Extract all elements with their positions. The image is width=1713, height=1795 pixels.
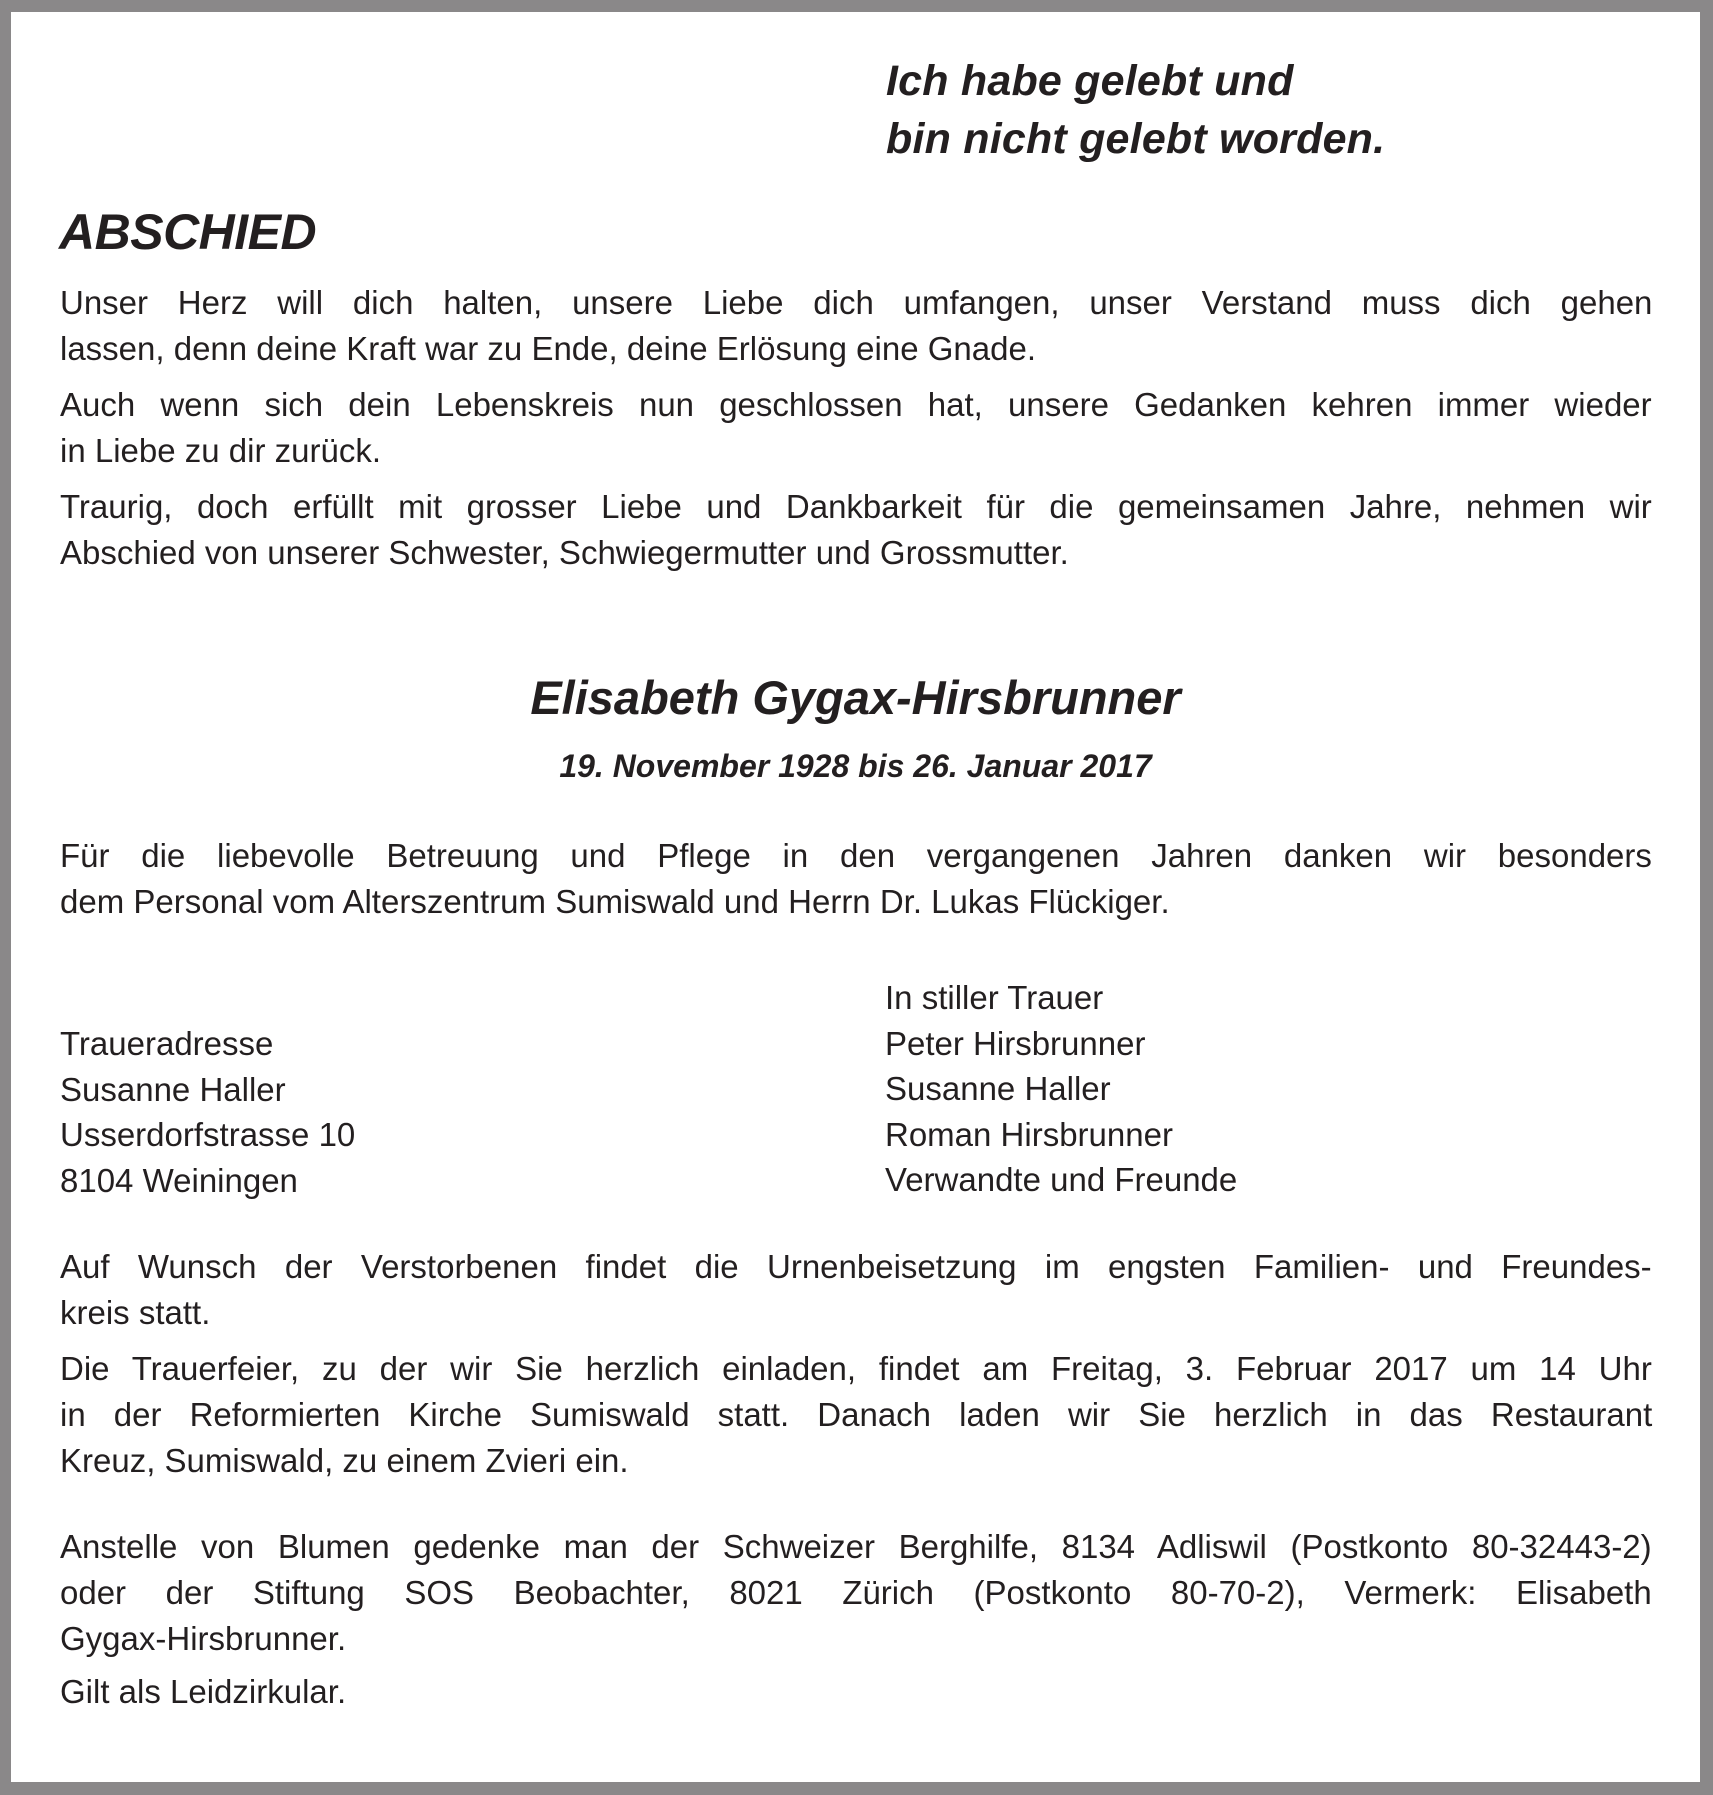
obituary-notice bbox=[11, 12, 1700, 1782]
deceased-name: Elisabeth Gygax-Hirsbrunner bbox=[530, 671, 1181, 724]
text-line: Auch wenn sich dein Lebenskreis nun geschlossen hat, unsere Gedanken kehren immer wieder bbox=[60, 386, 1652, 423]
burial-paragraph bbox=[60, 1244, 1652, 1336]
motto-line: Ich habe gelebt und bbox=[886, 57, 1294, 105]
address-line: Usserdorfstrasse 10 bbox=[60, 1116, 356, 1153]
text-line: in Liebe zu dir zurück. bbox=[60, 432, 381, 469]
text-line: Auf Wunsch der Verstorbenen findet die Urnenbeisetzung im engsten Familien- und Freundes- bbox=[60, 1248, 1652, 1285]
motto-line: bin nicht gelebt worden. bbox=[886, 115, 1386, 163]
mourner-name: Verwandte und Freunde bbox=[885, 1161, 1238, 1198]
text-line: kreis statt. bbox=[60, 1294, 211, 1331]
donation-paragraph bbox=[60, 1524, 1652, 1662]
address-line: Susanne Haller bbox=[60, 1070, 286, 1108]
text-line: Gygax-Hirsbrunner. bbox=[60, 1620, 347, 1657]
address-label: Traueradresse bbox=[60, 1025, 274, 1062]
text-line: Für die liebevolle Betreuung und Pflege in den vergangenen Jahren danken wir besonders bbox=[60, 837, 1652, 874]
text-line: in der Reformierten Kirche Sumiswald statt. Danach laden wir Sie herzlich in das Restaurant bbox=[60, 1396, 1653, 1433]
mourners-list bbox=[885, 975, 1237, 1203]
intro-paragraph bbox=[60, 382, 1652, 474]
funeral-service-paragraph bbox=[60, 1346, 1652, 1484]
closing-note bbox=[60, 1669, 1652, 1715]
deceased-dates: 19. November 1928 bis 26. Januar 2017 bbox=[559, 748, 1152, 784]
text-line: Traurig, doch erfüllt mit grosser Liebe und Dankbarkeit für die gemeinsamen Jahre, nehmen wir bbox=[60, 488, 1652, 525]
mourning-address bbox=[60, 1021, 355, 1203]
intro-paragraph bbox=[60, 484, 1652, 576]
mourner-name: Roman Hirsbrunner bbox=[885, 1115, 1173, 1153]
text-line: lassen, denn deine Kraft war zu Ende, deine Erlösung eine Gnade. bbox=[60, 330, 1036, 367]
address-line: 8104 Weiningen bbox=[60, 1161, 298, 1199]
text-line: Kreuz, Sumiswald, zu einem Zvieri ein. bbox=[60, 1442, 629, 1479]
text-line: Abschied von unserer Schwester, Schwiegermutter und Grossmutter. bbox=[60, 534, 1069, 571]
text-line: Unser Herz will dich halten, unsere Liebe dich umfangen, unser Verstand muss dich gehen bbox=[60, 284, 1653, 321]
text-line: Gilt als Leidzirkular. bbox=[60, 1673, 347, 1710]
motto-quote bbox=[886, 52, 1385, 168]
mourners-label: In stiller Trauer bbox=[885, 979, 1104, 1016]
text-line: dem Personal vom Alterszentrum Sumiswald und Herrn Dr. Lukas Flückiger. bbox=[60, 883, 1170, 920]
text-line: Anstelle von Blumen gedenke man der Schweizer Berghilfe, 8134 Adliswil (Postkonto 80-32443-2) bbox=[60, 1528, 1652, 1565]
text-line: Die Trauerfeier, zu der wir Sie herzlich einladen, findet am Freitag, 3. Februar 2017 um 14 Uhr bbox=[60, 1350, 1652, 1387]
thanks-paragraph bbox=[60, 833, 1652, 925]
text-line: oder der Stiftung SOS Beobachter, 8021 Zürich (Postkonto 80-70-2), Vermerk: Elisabeth bbox=[60, 1574, 1652, 1611]
notice-heading: ABSCHIED bbox=[59, 204, 317, 260]
intro-paragraph bbox=[60, 280, 1652, 372]
mourner-name: Susanne Haller bbox=[885, 1070, 1111, 1107]
mourner-name: Peter Hirsbrunner bbox=[885, 1024, 1146, 1062]
